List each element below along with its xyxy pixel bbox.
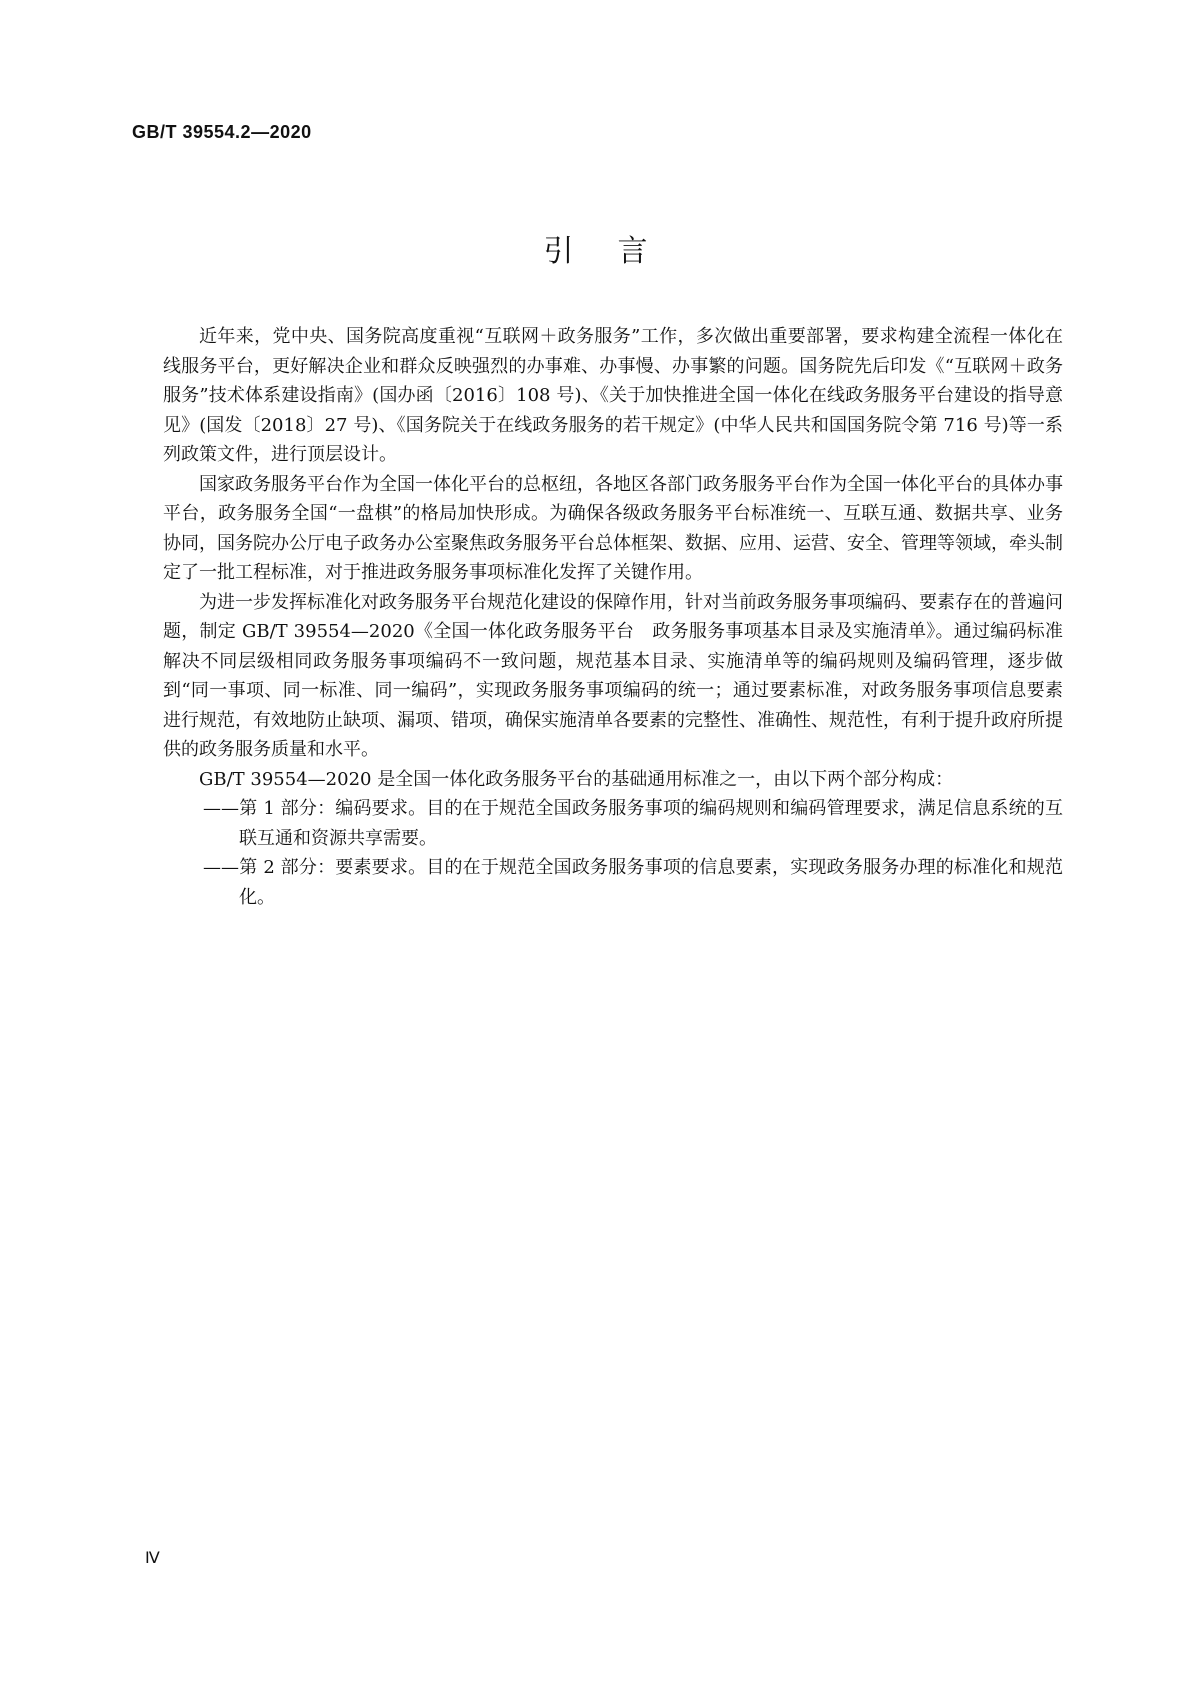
introduction-body — [163, 322, 1063, 912]
paragraph: 为进一步发挥标准化对政务服务平台规范化建设的保障作用，针对当前政务服务事项编码、要素存在的普遍问题，制定 GB/T 39554—2020《全国一体化政务服务平台 政务服务事项基本目录及实施清单》。通过编码标准解决不同层级相同政务服务事项编码不一致问题，规范基本目录、实施清单等的编码规则及编码管理，逐步做到“同一事项、同一标准、同一编码”，实现政务服务事项编码的统一；通过要素标准，对政务服务事项信息要素进行规范，有效地防止缺项、漏项、错项，确保实施清单各要素的完整性、准确性、规范性，有利于提升政府所提供的政务服务质量和水平。 — [163, 591, 1063, 760]
page-title: 引言 — [543, 234, 692, 269]
standard-code: GB/T 39554.2—2020 — [132, 122, 312, 142]
page-number: Ⅳ — [145, 1550, 160, 1567]
list-item: ——第 2 部分：要素要求。目的在于规范全国政务服务事项的信息要素，实现政务服务办理的标准化和规范化。 — [203, 857, 1063, 908]
paragraph: GB/T 39554—2020 是全国一体化政务服务平台的基础通用标准之一，由以下两个部分构成： — [199, 768, 954, 790]
list-item: ——第 1 部分：编码要求。目的在于规范全国政务服务事项的编码规则和编码管理要求，满足信息系统的互联互通和资源共享需要。 — [203, 798, 1063, 849]
paragraph: 近年来，党中央、国务院高度重视“互联网＋政务服务”工作，多次做出重要部署，要求构建全流程一体化在线服务平台，更好解决企业和群众反映强烈的办事难、办事慢、办事繁的问题。国务院先后印发《“互联网＋政务服务”技术体系建设指南》(国办函〔2016〕108 号)、《关于加快推进全国一体化在线政务服务平台建设的指导意见》(国发〔2018〕27 号)、《国务院关于在线政务服务的若干规定》(中华人民共和国国务院令第 716 号)等一系列政策文件，进行顶层设计。 — [163, 326, 1063, 465]
paragraph: 国家政务服务平台作为全国一体化平台的总枢纽，各地区各部门政务服务平台作为全国一体化平台的具体办事平台，政务服务全国“一盘棋”的格局加快形成。为确保各级政务服务平台标准统一、互联互通、数据共享、业务协同，国务院办公厅电子政务办公室聚焦政务服务平台总体框架、数据、应用、运营、安全、管理等领域，牵头制定了一批工程标准，对于推进政务服务事项标准化发挥了关键作用。 — [163, 473, 1063, 583]
